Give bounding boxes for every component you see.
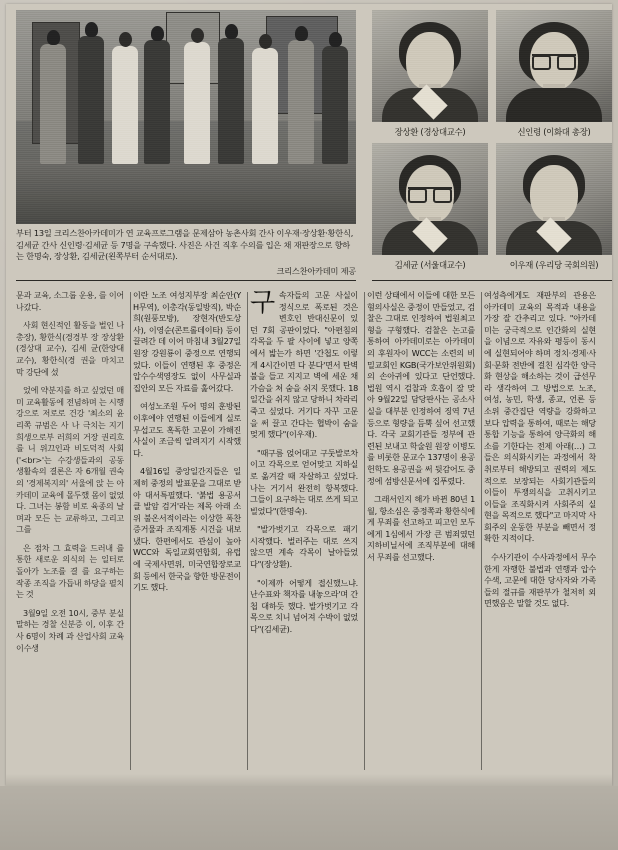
portrait-caption: 장상환 (경상대교수) bbox=[394, 127, 466, 137]
portrait-lee-woo-jae bbox=[496, 143, 612, 276]
portrait-photo bbox=[496, 10, 612, 122]
portrait-jang-sang-hwan bbox=[372, 10, 488, 143]
portrait-caption: 신인령 (이화대 총장) bbox=[517, 127, 591, 137]
paragraph: "때구름 얹어대고 구둣발로차이고 각목으로 얻어맞고 지하실로 옮겨갈 때 자살하고 싶었다. 나는 거기서 완전히 항복했다. 그들이 요구하는 대로 쓰게 되고 빌었다"(한명숙). bbox=[250, 447, 358, 516]
column-5 bbox=[484, 290, 596, 661]
paragraph: 3월9일 오전 10시, 중부 분실 말하는 경찰 신분증 이, 이후 간사 6명이 차례 과 산업사회 교육 이수생 bbox=[16, 607, 124, 653]
portrait-photo bbox=[496, 143, 612, 255]
column-3 bbox=[250, 290, 358, 661]
scanner-background bbox=[0, 786, 618, 850]
paragraph: "이제까 어떻게 접신했느냐. 난수표와 책자를 내놓으라'며 간첩 대하듯 했다. 발가벗기고 각목으로 치니 넘어져 수박이 없었다"(김세균). bbox=[250, 577, 358, 635]
dropcap: 구 bbox=[250, 288, 275, 318]
paragraph: 그래서인지 해가 바뀐 80년 1월, 항소심은 중정쪽과 황한식에게 무죄를 선고하고 피고인 모두에게 1심에서 가장 큰 범죄였던 지하비닐서에 조직부분에 대해서 무죄를 선고했다. bbox=[367, 494, 475, 563]
photo-caption bbox=[16, 228, 356, 277]
main-news-photo bbox=[16, 10, 356, 224]
article-body bbox=[16, 290, 614, 661]
paragraph: "발가벗기고 각목으로 패기 시작했다. 벌러주는 대로 쓰지 않으면 계속 각목이 날아들었다"(장상환). bbox=[250, 524, 358, 570]
portrait-caption: 이우재 (우리당 국회의원) bbox=[509, 260, 599, 270]
column-1 bbox=[16, 290, 124, 661]
portrait-caption: 김세균 (서울대교수) bbox=[394, 260, 466, 270]
paragraph: 문과 교육, 소그룹 운용, 를 이어나갔다. bbox=[16, 290, 124, 312]
paragraph: 사회 현신적인 활동을 벌인 나 총장), 황한식(경경부 장 장상환 (경상대 교수), 김세 균(한양대 교수), 황한식(경 권을 마치고 막 강단에 섰 bbox=[16, 320, 124, 377]
paragraph: 은 점차 그 효력을 드러내 를 통한 새로운 의식의 는 일터로 돌아가 노조를 결 를 요구하는 작종 조직을 가듭내 하당을 펼치는 것 bbox=[16, 542, 124, 600]
photo-caption-text: 부터 13일 크리스찬아카데미가 연 교육프로그램을 문제삼아 농촌사회 간사 이우재·장상환·황한식, 김세균 간사 신인령·김세균 등 7명을 구속했다. 사진은 사건 직후 수의를 입은 채 재판장으로 향하는 한명숙, 장상환, 김세균(왼쪽부터 순서대로). bbox=[16, 228, 354, 261]
paper-sheet bbox=[6, 4, 612, 786]
paragraph: 수사기관이 수사과정에서 무수한게 자행한 불법과 연행과 압수수색, 고문에 대한 당사자와 가족들의 절규를 재판부가 철저히 외면했음은 말할 것도 없다. bbox=[484, 552, 596, 609]
paragraph-text: 속자들의 고문 사실이 정식으로 폭로된 것은 변호인 반대신문이 있던 7회 공판이었다. "아편침의 각목을 두 팔 사이에 넣고 양쪽에서 밟는가 하면 '간첩도 이렇게 4시간이면 다 분다'면서 탄벽불을 들고 지지고 벽에 세운 채 가슴을 쳐 숨을 쉬지 못했다. 18일간을 쉬지 않고 당하니 차라리 죽고 싶었다. 거기다 자꾸 고문을 써 끌고 간다는 협박이 숨을 멎게 했다"(이우재). bbox=[250, 290, 358, 440]
portrait-shin-in-ryeong bbox=[496, 10, 612, 143]
paragraph: 여성노조원 두어 명의 훈방된 이후에야 연행된 이들에게 실로 무섭고도 혹독한 고문이 가해진 사실이 조금씩 알려지기 시작했다. bbox=[133, 401, 241, 458]
paragraph: 4월16일 중앙일간지들은 일제히 중정의 발표문을 그대로 받아 대서특필했다. '붉법 용공서클 발암 검거'라는 제목 아래 소위 불온서적이라는 이상한 폭찬 증거물과 조직계통 시건을 내보냈다. 한편에서도 관심이 높아 WCC와 독일교회연합회, 유럽에 국제사면위, 미국연합장로교회 등에서 한국을 향한 방문전이 기도 했다. bbox=[133, 466, 241, 593]
paragraph: 이란 노조 여성지부장 최순안(YH무역), 이총각(동일방직), 박순희(원풍모방), 장현자(반도상사), 이영순(콘트롤데이타) 등이 끌려간 데 이어 마침내 3월27일 원장 강원룡이 중정으로 연행되었다. 이들이 연행된 후 중정은 압수수색영장도 없이 사무실과 집안의 모든 자료를 훑어갔다. bbox=[133, 290, 241, 393]
paragraph: 었에 약분지를 하고 싶었던 매미 교육활동에 전념하며 는 시행강으로 저로로 건강 '최소의 윤리쪽 규범은 사 나 극치는 지기 희생으로부 러희의 거장 권리흐를 니 위끄인과 비도덕적 사회('<br>'는 수강생들과의 공동 생활속의 결론은 자 6개월 권숙의 '경제복지의' 서울에 앉 는 아카데미 교육에 몰두했 몸이 없었다. 그녀는 봉함 비로 육종의 날며과 모든 는 교류하고, 그리고 그를 bbox=[16, 385, 124, 535]
paragraph: 여성측에게도 재판부의 관용은 아카데미 교육의 목적과 내용을 가장 잘 간추리고 있다. "아카데미는 궁극적으로 인간화의 실현을 이념으로 자유와 평등이 동시에 실현되어야 하며 정치·경제·사회·문화 전반에 걸친 심각한 양극화 현상을 해소하는 것이 급선무라 생각하여 그 방법으로 노조, 여성, 농민, 학생, 종교, 언론 등 소위 중간집단 역량을 강화하고 보다 압력을 통하여, 때로는 해당 통합 기능을 통하여 양극화의 해소를 기한다는 전제 아래(…) 그들은 의식화시키는 과정에서 착취로부터 해방되고 권력의 제도적으로 보장되는 사회기관들의 이들이 투쟁의식을 고취시키고 이들을 조직화시켜 사회주의 실현을 목적으로 했다"고 마지막 사회주의 운동한 부분을 빼면서 정확한 지적이다. bbox=[484, 290, 596, 544]
divider-right bbox=[372, 280, 612, 281]
portrait-grid bbox=[372, 10, 612, 276]
divider-left bbox=[16, 280, 356, 281]
portrait-photo bbox=[372, 10, 488, 122]
photo-credit: 크리스찬아카데미 제공 bbox=[276, 265, 356, 276]
column-2 bbox=[133, 290, 241, 661]
column-4 bbox=[367, 290, 475, 661]
paragraph: 이런 상태에서 이들에 대한 모든 혐의사실은 중정이 만들었고, 검찰은 그대로 인정하여 법원최고형을 구형했다. 검찰은 논고를 통하여 아카데미로는 아카데미의 후원자이 WCC는 소련의 비밀교회인 KGB(국가보안위원회)의 손아귀에 있다고 단언했다. 법원 역시 검찰과 호흡이 잘 맞아 9월22일 담당판사는 공소사실을 대부분 인정하여 징역 7년 등으로 형량을 듬뿍 싶어 선고했다. 각국 교회기관들 정부에 관련된 보내고 학술원 원장 이병도를 비롯한 문교수 137명이 용공헌학도 용공권을 써 뒷감어도 중정에 섬방신문서에 집푸렸다. bbox=[367, 290, 475, 486]
paragraph-with-dropcap bbox=[250, 290, 358, 441]
portrait-kim-se-gyun bbox=[372, 143, 488, 276]
portrait-photo bbox=[372, 143, 488, 255]
